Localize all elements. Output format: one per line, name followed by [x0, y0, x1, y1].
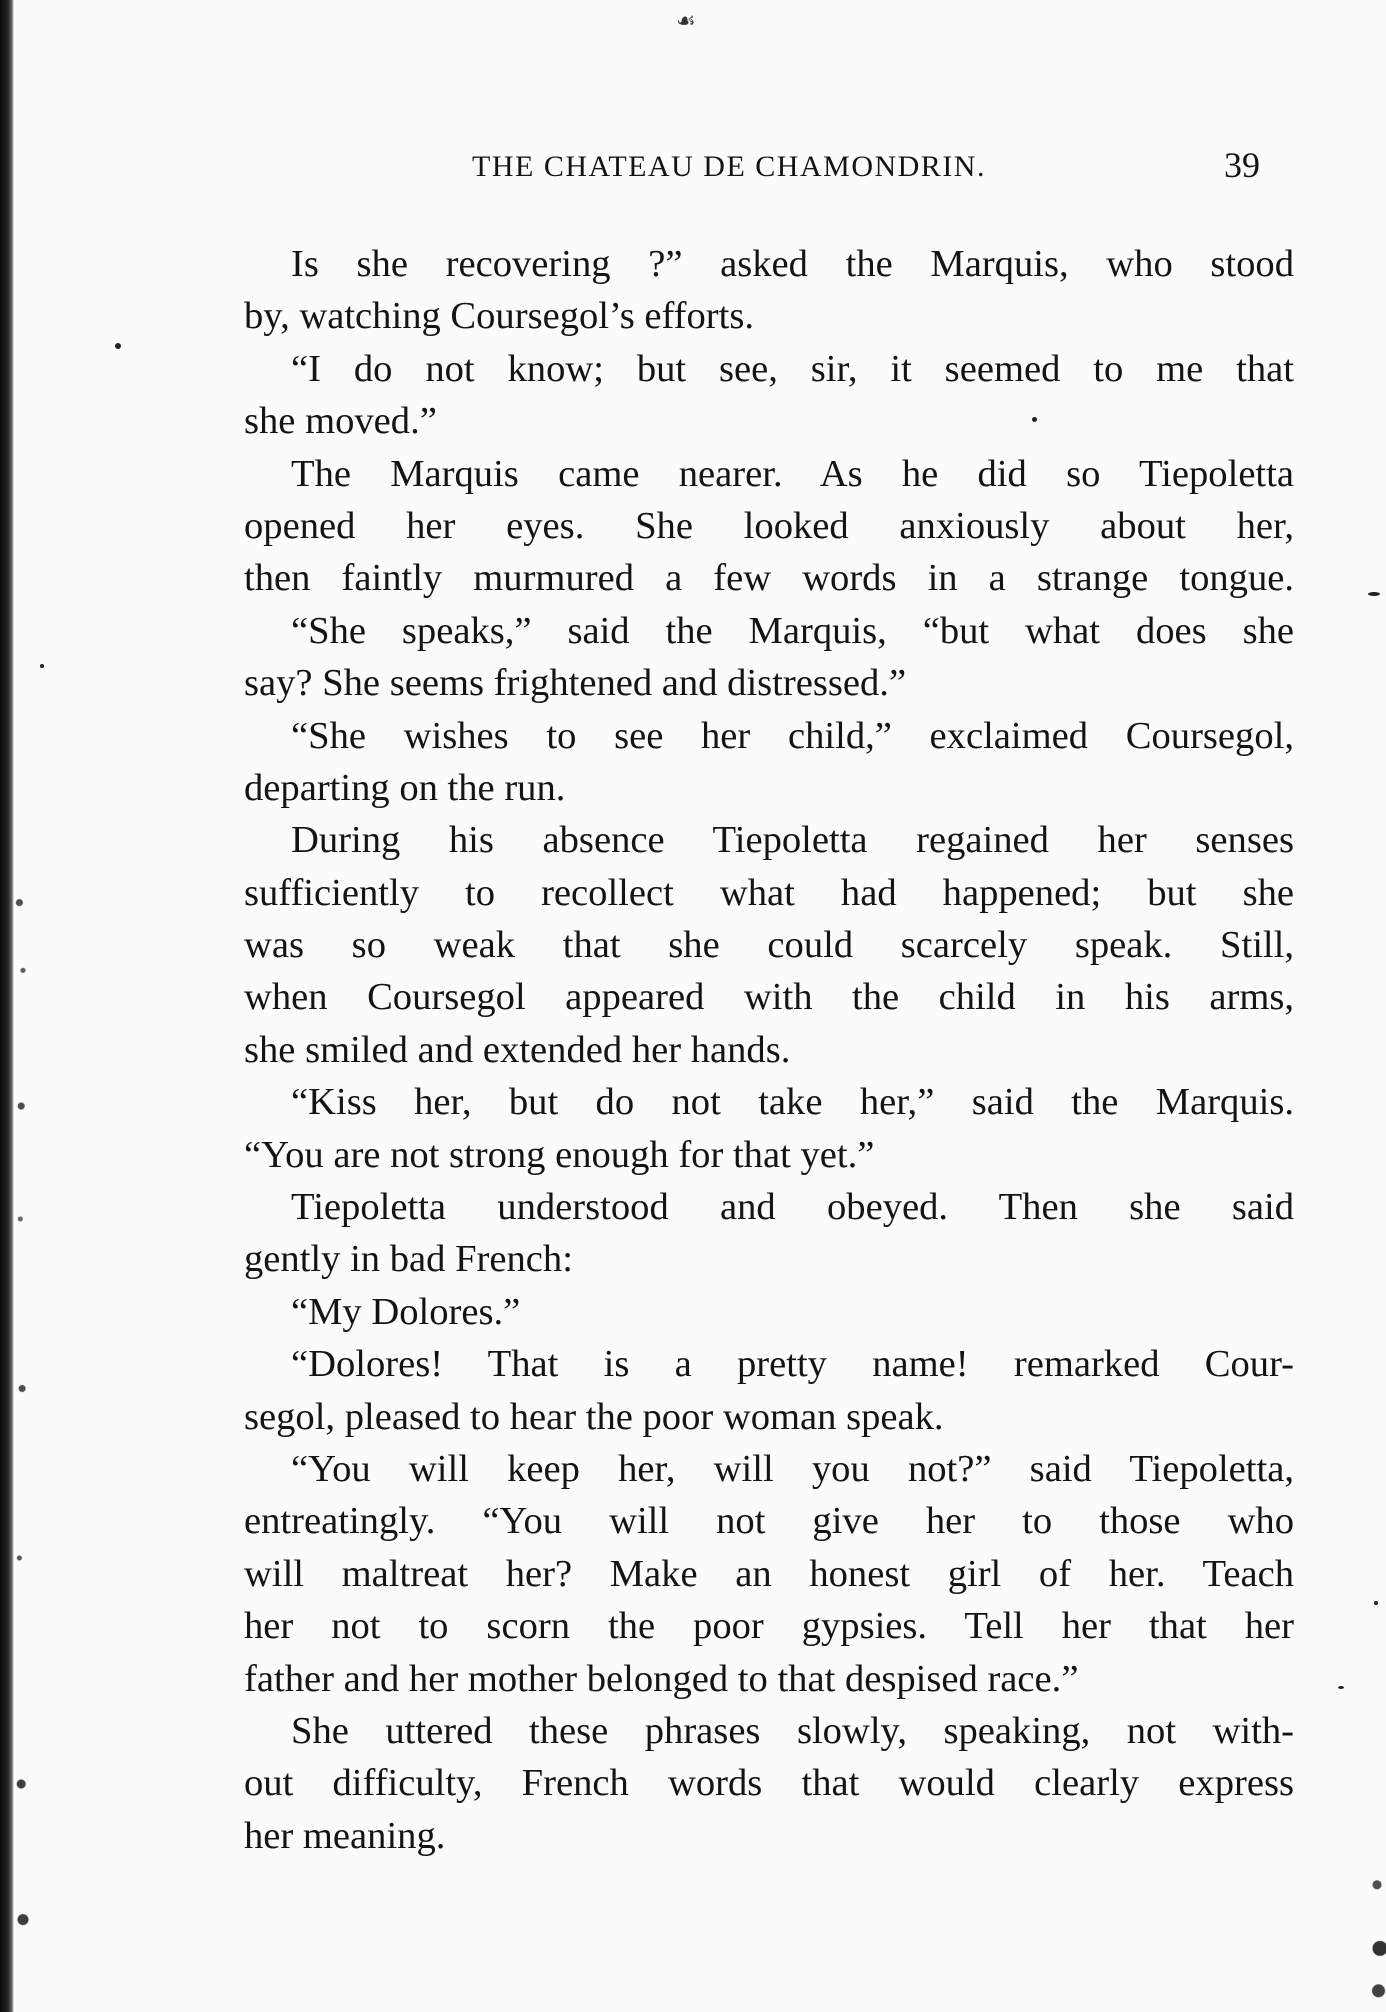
text-line: when Coursegol appeared with the child in his arms, [244, 976, 1294, 1019]
text-line: she moved.” [244, 400, 437, 443]
page-number: 39 [1224, 145, 1260, 185]
text-line: Is she recovering ?” asked the Marquis, who stood [291, 243, 1294, 285]
body-text [244, 238, 1294, 1862]
text-line: Tiepoletta understood and obeyed. Then she said [291, 1186, 1294, 1229]
text-line: “She wishes to see her child,” exclaimed Coursegol, [291, 714, 1294, 757]
text-line: she smiled and extended her hands. [244, 1028, 791, 1071]
text-line: by, watching Coursegol’s efforts. [244, 295, 755, 338]
scan-speck [1374, 1601, 1378, 1605]
text-line: will maltreat her? Make an honest girl of her. Teach [244, 1552, 1294, 1595]
scan-speck [1338, 1686, 1344, 1689]
text-line: opened her eyes. She looked anxiously about her, [244, 504, 1294, 547]
text-line: then faintly murmured a few words in a strange tongue. [244, 557, 1294, 600]
text-line: out difficulty, French words that would clearly express [244, 1762, 1294, 1805]
text-line: entreatingly. “You will not give her to those who [244, 1500, 1294, 1543]
text-line: “My Dolores.” [291, 1290, 521, 1333]
text-line: gently in bad French: [244, 1238, 573, 1281]
scan-edge-specks-right [1356, 1800, 1386, 2012]
text-line: was so weak that she could scarcely speak. Still, [244, 924, 1294, 967]
text-line: “You are not strong enough for that yet.” [244, 1133, 875, 1176]
text-line: her meaning. [244, 1814, 446, 1857]
scan-speck [40, 664, 44, 668]
text-line: “Kiss her, but do not take her,” said the Marquis. [291, 1081, 1294, 1124]
text-line: The Marquis came nearer. As he did so Tiepoletta [291, 452, 1294, 495]
text-line: “Dolores! That is a pretty name! remarked Cour- [291, 1343, 1294, 1386]
scan-speck [115, 343, 121, 349]
text-line: sufficiently to recollect what had happened; but she [244, 871, 1294, 914]
text-line: father and her mother belonged to that despised race.” [244, 1657, 1079, 1700]
scan-edge-shadow [0, 0, 14, 2012]
text-line: say? She seems frightened and distressed.” [244, 662, 907, 705]
text-line: During his absence Tiepoletta regained her senses [291, 819, 1294, 862]
text-line: segol, pleased to hear the poor woman speak. [244, 1395, 944, 1438]
printer-ornament: ☙ [676, 8, 694, 33]
text-line: her not to scorn the poor gypsies. Tell her that her [244, 1605, 1294, 1648]
running-title: THE CHATEAU DE CHAMONDRIN. [472, 150, 986, 183]
scan-speck [1368, 592, 1380, 596]
scan-speck [1032, 417, 1037, 422]
scan-edge-specks [14, 880, 32, 2010]
text-line: departing on the run. [244, 766, 566, 809]
text-line: She uttered these phrases slowly, speaking, not with- [291, 1709, 1294, 1752]
text-line: “She speaks,” said the Marquis, “but what does she [291, 609, 1294, 652]
text-line: “I do not know; but see, sir, it seemed to me that [291, 347, 1294, 390]
text-line: “You will keep her, will you not?” said Tiepoletta, [291, 1447, 1294, 1490]
